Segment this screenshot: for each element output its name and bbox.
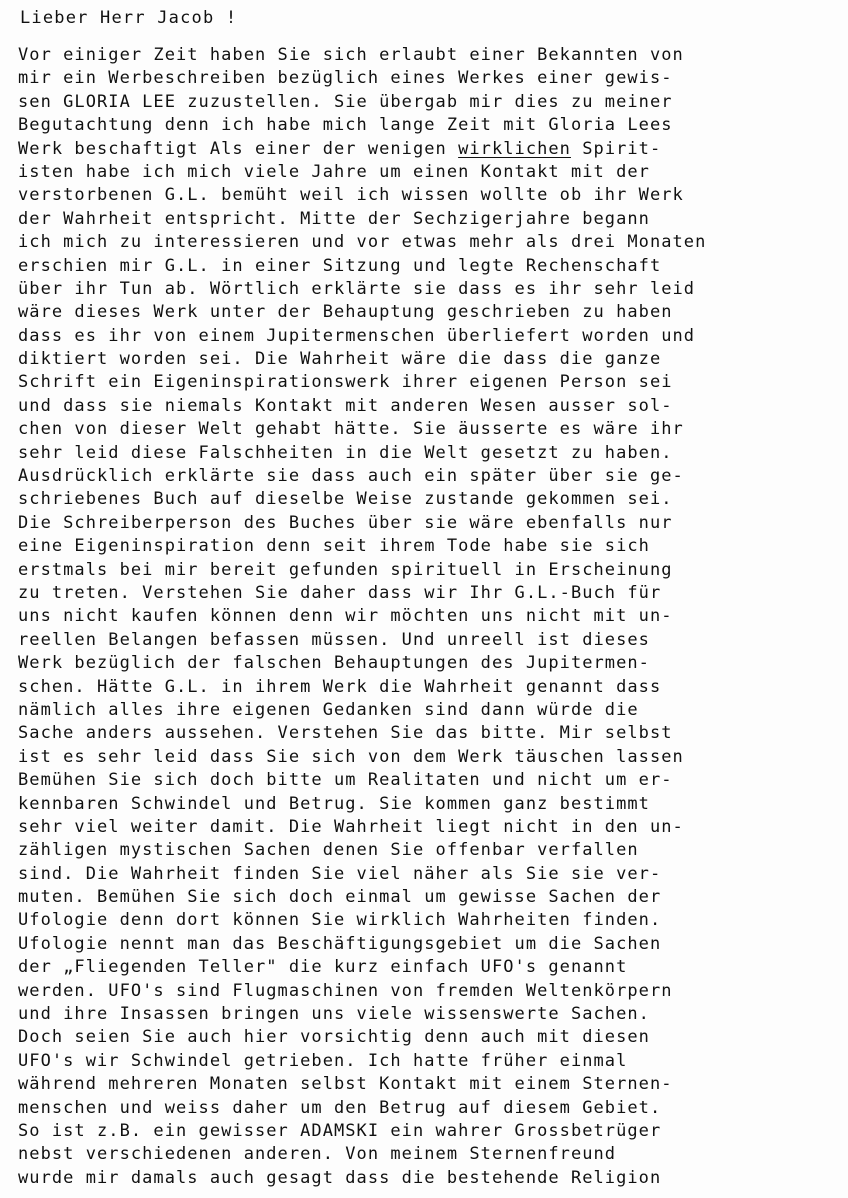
letter-line: menschen und weiss daher um den Betrug auf diesem Gebiet.: [18, 1097, 662, 1118]
letter-line: sind. Die Wahrheit finden Sie viel näher als Sie sie ver-: [18, 863, 662, 884]
letter-line: Ufologie nennt man das Beschäftigungsgebiet um die Sachen: [18, 933, 662, 954]
letter-line: ist es sehr leid dass Sie sich von dem Werk täuschen lassen: [18, 746, 684, 767]
letter-line: der „Fliegenden Teller" die kurz einfach UFO's genannt: [18, 957, 628, 978]
letter-line: isten habe ich mich viele Jahre um einen Kontakt mit der: [18, 161, 650, 182]
letter-line: Die Schreiberperson des Buches über sie wäre ebenfalls nur: [18, 512, 673, 533]
letter-line: reellen Belangen befassen müssen. Und unreell ist dieses: [18, 629, 650, 650]
letter-line: schriebenes Buch auf dieselbe Weise zustande gekommen sei.: [18, 489, 673, 510]
letter-line: kennbaren Schwindel und Betrug. Sie kommen ganz bestimmt: [18, 793, 650, 814]
letter-line: wäre dieses Werk unter der Behauptung geschrieben zu haben: [18, 302, 673, 323]
letter-line: dass es ihr von einem Jupitermenschen überliefert worden und: [18, 325, 696, 346]
letter-line: sehr viel weiter damit. Die Wahrheit liegt nicht in den un-: [18, 816, 684, 837]
letter-line: Schrift ein Eigeninspirationswerk ihrer eigenen Person sei: [18, 372, 673, 393]
letter-line: mir ein Werbeschreiben bezüglich eines Werkes einer gewis-: [18, 68, 673, 89]
letter-line: wurde mir damals auch gesagt dass die bestehende Religion: [18, 1167, 662, 1188]
letter-line: Vor einiger Zeit haben Sie sich erlaubt einer Bekannten von: [18, 45, 684, 65]
letter-line: So ist z.B. ein gewisser ADAMSKI ein wahrer Grossbetrüger: [18, 1120, 662, 1141]
letter-line: über ihr Tun ab. Wörtlich erklärte sie dass es ihr sehr leid: [18, 278, 696, 299]
letter-line: erstmals bei mir bereit gefunden spirituell in Erscheinung: [18, 559, 673, 580]
letter-body: [18, 44, 833, 1190]
letter-line: uns nicht kaufen können denn wir möchten uns nicht mit un-: [18, 606, 673, 627]
underlined-word: wirklichen: [458, 138, 571, 159]
letter-line: Doch seien Sie auch hier vorsichtig denn auch mit diesen: [18, 1027, 650, 1048]
letter-line: Begutachtung denn ich habe mich lange Zeit mit Gloria Lees: [18, 115, 673, 136]
letter-line: sen GLORIA LEE zuzustellen. Sie übergab mir dies zu meiner: [18, 91, 673, 112]
letter-line: nebst verschiedenen anderen. Von meinem Sternenfreund: [18, 1144, 617, 1165]
letter-line: Bemühen Sie sich doch bitte um Realitaten und nicht um er-: [18, 770, 673, 791]
letter-line: UFO's wir Schwindel getrieben. Ich hatte früher einmal: [18, 1050, 628, 1071]
letter-line: Ausdrücklich erklärte sie dass auch ein später über sie ge-: [18, 466, 684, 487]
letter-line: nämlich alles ihre eigenen Gedanken sind dann würde die: [18, 699, 639, 720]
letter-line: und ihre Insassen bringen uns viele wissenswerte Sachen.: [18, 1004, 650, 1025]
letter-line: werden. UFO's sind Flugmaschinen von fremden Weltenkörpern: [18, 980, 673, 1001]
letter-line: Werk bezüglich der falschen Behauptungen des Jupitermen-: [18, 653, 650, 674]
salutation: Lieber Herr Jacob !: [20, 8, 238, 28]
letter-line: der Wahrheit entspricht. Mitte der Sechzigerjahre begann: [18, 208, 650, 229]
letter-line: zu treten. Verstehen Sie daher dass wir Ihr G.L.-Buch für: [18, 582, 662, 603]
letter-line: zähligen mystischen Sachen denen Sie offenbar verfallen: [18, 840, 639, 861]
letter-line: eine Eigeninspiration denn seit ihrem Tode habe sie sich: [18, 536, 650, 557]
letter-line: verstorbenen G.L. bemüht weil ich wissen wollte ob ihr Werk: [18, 185, 684, 206]
letter-line: Sache anders aussehen. Verstehen Sie das bitte. Mir selbst: [18, 723, 673, 744]
letter-line: sehr leid diese Falschheiten in die Welt gesetzt zu haben.: [18, 442, 673, 463]
letter-line: und dass sie niemals Kontakt mit anderen Wesen ausser sol-: [18, 395, 673, 416]
letter-line: diktiert worden sei. Die Wahrheit wäre die dass die ganze: [18, 349, 662, 370]
letter-line: Ufologie denn dort können Sie wirklich Wahrheiten finden.: [18, 910, 662, 931]
letter-line: schen. Hätte G.L. in ihrem Werk die Wahrheit genannt dass: [18, 676, 662, 697]
letter-line: erschien mir G.L. in einer Sitzung und legte Rechenschaft: [18, 255, 662, 276]
letter-line: chen von dieser Welt gehabt hätte. Sie äusserte es wäre ihr: [18, 419, 684, 440]
letter-line: ich mich zu interessieren und vor etwas mehr als drei Monaten: [18, 232, 707, 253]
letter-line: Werk beschaftigt Als einer der wenigen wirklichen Spirit-: [18, 138, 662, 159]
letter-line: muten. Bemühen Sie sich doch einmal um gewisse Sachen der: [18, 887, 662, 908]
letter-line: während mehreren Monaten selbst Kontakt mit einem Sternen-: [18, 1074, 673, 1095]
